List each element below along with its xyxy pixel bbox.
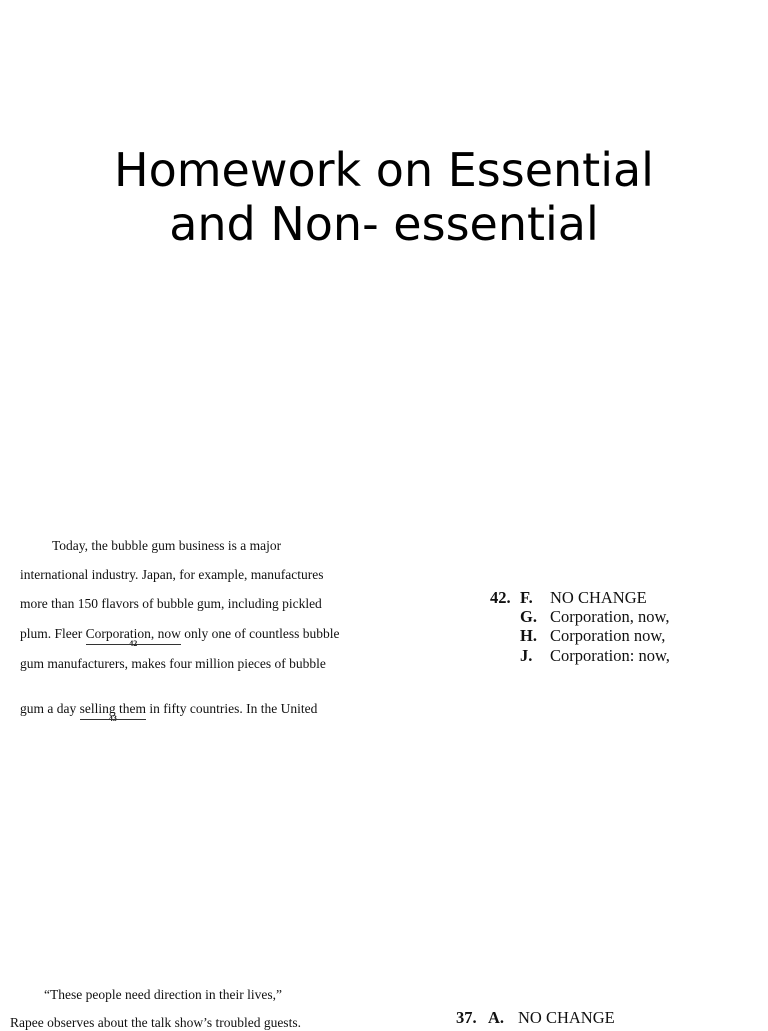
slide-title (0, 143, 768, 251)
option-text: Corporation now, (550, 626, 666, 645)
title-line-1: Homework on Essential (114, 142, 654, 197)
passage-line-q42 (20, 626, 340, 648)
title-line-2: and Non- essential (169, 196, 599, 251)
underlined-phrase-42[interactable] (85, 626, 181, 648)
answer-option-f[interactable] (490, 588, 647, 608)
option-text: Corporation: now, (550, 646, 670, 665)
underlined-phrase-43[interactable] (79, 701, 146, 723)
option-letter: F. (520, 588, 533, 607)
option-letter: H. (520, 626, 537, 645)
option-text: Corporation, now, (550, 607, 670, 626)
option-letter: G. (520, 607, 537, 626)
passage-text: plum. Fleer (20, 626, 86, 641)
passage-line: more than 150 flavors of bubble gum, including pickled (20, 596, 322, 611)
underlined-text: selling them (79, 701, 146, 716)
passage-line: international industry. Japan, for example, manufactures (20, 567, 324, 582)
option-letter: A. (488, 1008, 505, 1027)
option-text: NO CHANGE (550, 588, 647, 607)
option-text: NO CHANGE (518, 1008, 615, 1027)
passage-line: Rapee observes about the talk show’s troubled guests. (10, 1015, 301, 1030)
passage-text: in fifty countries. In the United (146, 701, 318, 716)
passage-line: “These people need direction in their lives,” (44, 987, 283, 1002)
answer-option-g[interactable] (490, 607, 669, 627)
answer-option-j[interactable] (490, 646, 670, 666)
answer-option-h[interactable] (490, 626, 665, 646)
question-number-marker-43: 43 (108, 714, 117, 723)
option-letter: J. (520, 646, 533, 665)
passage-line-q43 (20, 701, 318, 723)
question-number: 42. (490, 588, 511, 607)
question-number: 37. (456, 1008, 477, 1027)
passage-text: gum a day (20, 701, 80, 716)
passage-line: Today, the bubble gum business is a major (52, 538, 282, 553)
answer-option-a[interactable] (456, 1008, 615, 1028)
question-number-marker-42: 42 (129, 639, 138, 648)
passage-line: gum manufacturers, makes four million pieces of bubble (20, 656, 326, 671)
underlined-text: Corporation, now (85, 626, 181, 641)
passage-text: only one of countless bubble (180, 626, 340, 641)
